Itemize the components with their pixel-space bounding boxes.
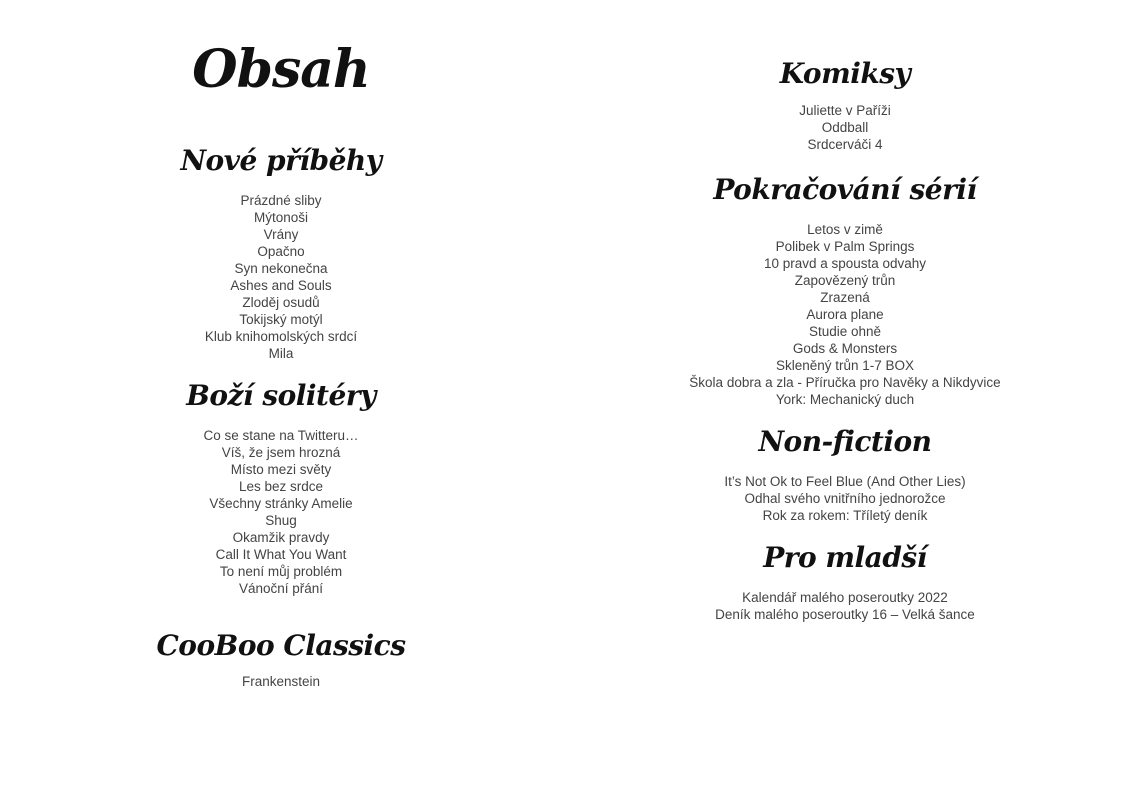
book-title: Odhal svého vnitřního jednorožce (744, 491, 946, 506)
section-heading: Non-fiction (758, 425, 932, 458)
section-heading: Boží solitéry (186, 379, 376, 412)
section-non-fiction (635, 422, 1055, 524)
book-title: Ashes and Souls (230, 278, 332, 293)
book-title: Oddball (821, 120, 869, 135)
section-nove-pribehy (71, 141, 491, 362)
book-list (635, 221, 1055, 408)
book-title: To není můj problém (219, 564, 343, 579)
book-title: Prázdné sliby (240, 193, 322, 208)
book-title: Škola dobra a zla - Příručka pro Navěky a Nikdyvice (689, 375, 1001, 390)
book-title: Letos v zimě (807, 222, 883, 237)
section-heading: Pokračování sérií (713, 173, 977, 206)
book-title: Polibek v Palm Springs (775, 239, 915, 254)
book-title: Všechny stránky Amelie (209, 496, 353, 511)
book-title: Frankenstein (241, 674, 321, 689)
book-list (635, 589, 1055, 623)
book-title: It’s Not Ok to Feel Blue (And Other Lies) (724, 474, 966, 489)
section-pro-mladsi (635, 538, 1055, 623)
book-title: York: Mechanický duch (775, 392, 915, 407)
book-title: Les bez srdce (238, 479, 324, 494)
section-heading: Pro mladší (763, 541, 927, 574)
section-bozi-solitery (71, 376, 491, 597)
page-title: Obsah (192, 39, 370, 100)
book-title: Juliette v Paříži (799, 103, 891, 118)
book-title: Místo mezi světy (230, 462, 332, 477)
section-cooboo-classics (71, 626, 491, 690)
section-komiksy (635, 54, 1055, 153)
book-title: Syn nekonečna (234, 261, 328, 276)
book-title: Vánoční přání (238, 581, 324, 596)
book-title: Okamžik pravdy (232, 530, 330, 545)
book-title: Rok za rokem: Tříletý deník (762, 508, 928, 523)
book-title: Shug (265, 513, 297, 528)
book-list (71, 673, 491, 690)
book-title: Co se stane na Twitteru… (203, 428, 359, 443)
book-title: Zrazená (820, 290, 870, 305)
book-title: Srdcerváči 4 (807, 137, 883, 152)
book-list (635, 473, 1055, 524)
book-title: Aurora plane (806, 307, 884, 322)
book-list (71, 192, 491, 362)
book-list (635, 102, 1055, 153)
book-title: Opačno (257, 244, 305, 259)
book-title: Call It What You Want (215, 547, 347, 562)
book-title: Tokijský motýl (239, 312, 323, 327)
book-title: 10 pravd a spousta odvahy (763, 256, 927, 271)
book-title: Zapovězený trůn (794, 273, 896, 288)
book-title: Gods & Monsters (792, 341, 898, 356)
book-title: Zloděj osudů (242, 295, 320, 310)
book-title: Mýtonoši (253, 210, 309, 225)
section-heading: Komiksy (779, 57, 911, 90)
section-pokracovani-serii (635, 170, 1055, 408)
book-title: Mila (268, 346, 294, 361)
book-title: Deník malého poseroutky 16 – Velká šance (715, 607, 975, 622)
section-heading: Nové příběhy (180, 144, 382, 177)
book-title: Studie ohně (808, 324, 882, 339)
book-title: Klub knihomolských srdcí (204, 329, 358, 344)
book-title: Vrány (263, 227, 299, 242)
book-title: Víš, že jsem hrozná (221, 445, 341, 460)
book-title: Skleněný trůn 1-7 BOX (775, 358, 915, 373)
section-heading: CooBoo Classics (156, 629, 406, 662)
book-title: Kalendář malého poseroutky 2022 (742, 590, 948, 605)
book-list (71, 427, 491, 597)
